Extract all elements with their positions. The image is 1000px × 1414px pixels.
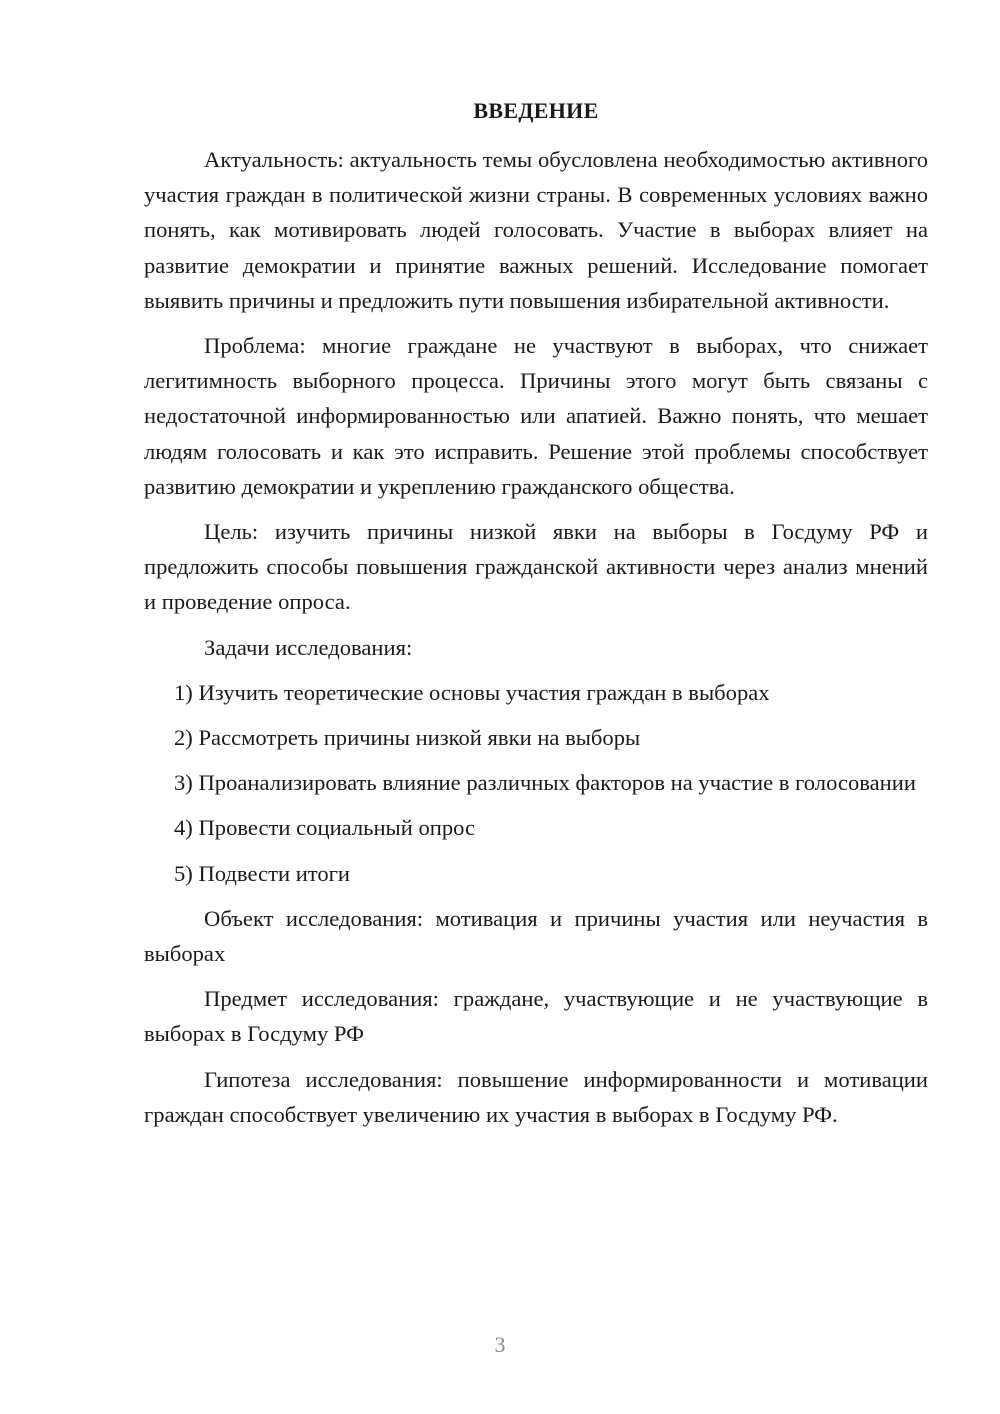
goal-paragraph: Цель: изучить причины низкой явки на выборы в Госдуму РФ и предложить способы повышения гражданской активности через анализ мнений и проведение опроса. [144, 519, 928, 615]
hypothesis-paragraph: Гипотеза исследования: повышение информированности и мотивации граждан способствует увеличению их участия в выборах в Госдуму РФ. [144, 1066, 928, 1127]
task-item-2: 2) Рассмотреть причины низкой явки на выборы [174, 725, 641, 751]
subject-paragraph: Предмет исследования: граждане, участвующие и не участвующие в выборах в Госдуму РФ [144, 986, 928, 1047]
problem-paragraph: Проблема: многие граждане не участвуют в выборах, что снижает легитимность выборного процесса. Причины этого могут быть связаны с недостаточной информированностью или апатией. Важно понять, что мешает людям голосовать и как это исправить. Решение этой проблемы способствует развитию демократии и укреплению гражданского общества. [144, 333, 928, 499]
tasks-heading: Задачи исследования: [204, 634, 413, 660]
object-paragraph: Объект исследования: мотивация и причины участия или неучастия в выборах [144, 905, 928, 967]
page-title: ВВЕДЕНИЕ [473, 98, 599, 123]
task-item-5: 5) Подвести итоги [174, 860, 351, 886]
relevance-paragraph: Актуальность: актуальность темы обусловлена необходимостью активного участия граждан в политической жизни страны. В современных условиях важно понять, как мотивировать людей голосовать. Участие в выборах влияет на развитие демократии и принятие важных решений. Исследование помогает выявить причины и предложить пути повышения избирательной активности. [144, 147, 928, 313]
task-item-4: 4) Провести социальный опрос [174, 815, 476, 841]
task-item-1: 1) Изучить теоретические основы участия граждан в выборах [174, 679, 770, 705]
page-number: 3 [494, 1332, 506, 1357]
task-item-3: 3) Проанализировать влияние различных факторов на участие в голосовании [174, 770, 916, 796]
document-body [144, 142, 928, 1142]
